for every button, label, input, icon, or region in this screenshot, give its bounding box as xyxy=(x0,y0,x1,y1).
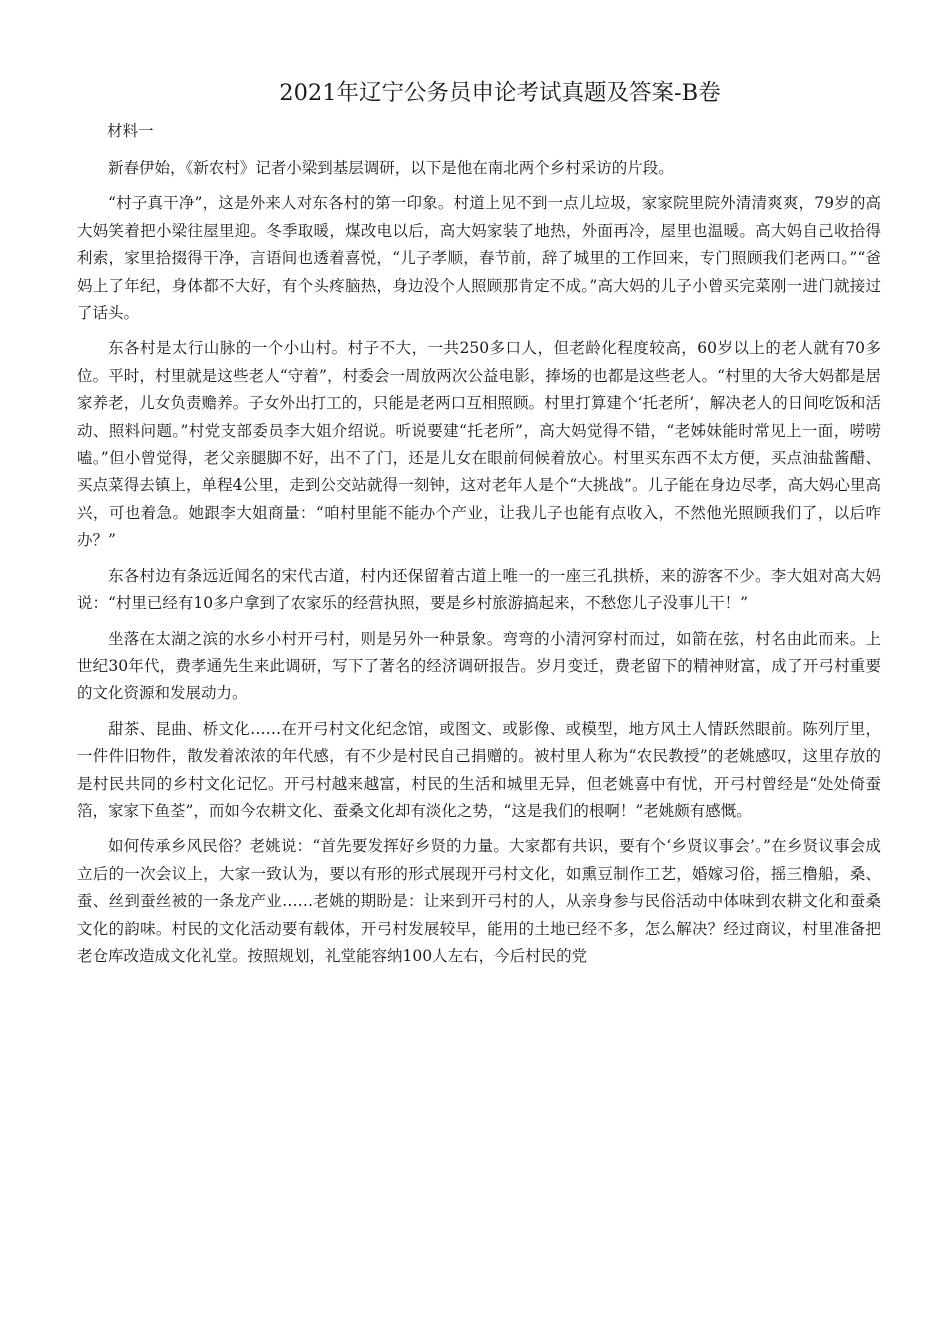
paragraph: “村子真干净”，这是外来人对东各村的第一印象。村道上见不到一点儿垃圾，家家院里院外清清爽爽，79岁的高大妈笑着把小梁往屋里迎。冬季取暖，煤改电以后，高大妈家装了地热，外面再冷，屋里也温暖。高大妈自己收拾得利索，家里拾掇得干净，言语间也透着喜悦，“儿子孝顺，春节前，辞了城里的工作回来，专门照顾我们老两口。”“爸妈上了年纪，身体都不大好，有个头疼脑热，身边没个人照顾那肯定不成。”高大妈的儿子小曾买完菜刚一进门就接过了话头。 xyxy=(77,194,881,323)
section-label: 材料一 xyxy=(107,122,154,140)
paragraph: 新春伊始，《新农村》记者小梁到基层调研，以下是他在南北两个乡村采访的片段。 xyxy=(108,159,674,177)
document-title: 2021年辽宁公务员申论考试真题及答案-B卷 xyxy=(279,80,721,106)
paragraph: 东各村边有条远近闻名的宋代古道，村内还保留着古道上唯一的一座三孔拱桥，来的游客不少。李大姐对高大妈说：“村里已经有10多户拿到了农家乐的经营执照，要是乡村旅游搞起来，不愁您儿子没事儿干！” xyxy=(77,566,881,613)
material-body xyxy=(77,155,881,978)
paragraph: 甜茶、昆曲、桥文化……在开弓村文化纪念馆，或图文、或影像、或模型，地方风土人情跃然眼前。陈列厅里，一件件旧物件，散发着浓浓的年代感，有不少是村民自己捐赠的。被村里人称为“农民教授”的老姚感叹，这里存放的是村民共同的乡村文化记忆。开弓村越来越富，村民的生活和城里无异，但老姚喜中有忧，开弓村曾经是“处处倚蚕箔，家家下鱼荃”，而如今农耕文化、蚕桑文化却有淡化之势，“这是我们的根啊！”老姚颇有感慨。 xyxy=(77,719,881,820)
paragraph: 东各村是太行山脉的一个小山村。村子不大，一共250多口人，但老龄化程度较高，60岁以上的老人就有70多位。平时，村里就是这些老人“守着”，村委会一周放两次公益电影，捧场的也都是这些老人。“村里的大爷大妈都是居家养老，儿女负责赡养。子女外出打工的，只能是老两口互相照顾。村里打算建个‘托老所’，解决老人的日间吃饭和活动、照料问题。”村党支部委员李大姐介绍说。听说要建“托老所”，高大妈觉得不错，“老姊妹能时常见上一面，唠唠嗑。”但小曾觉得，老父亲腿脚不好，出不了门，还是儿女在眼前伺候着放心。村里买东西不太方便，买点油盐酱醋、买点菜得去镇上，单程4公里，走到公交站就得一刻钟，这对老年人是个“大挑战”。儿子能在身边尽孝，高大妈心里高兴，可也着急。她跟李大姐商量：“咱村里能不能办个产业，让我儿子也能有点收入，不然他光照顾我们了，以后咋办？” xyxy=(77,339,881,550)
paragraph: 坐落在太湖之滨的水乡小村开弓村，则是另外一种景象。弯弯的小清河穿村而过，如箭在弦，村名由此而来。上世纪30年代，费孝通先生来此调研，写下了著名的经济调研报告。岁月变迁，费老留下的精神财富，成了开弓村重要的文化资源和发展动力。 xyxy=(77,629,881,703)
paragraph: 如何传承乡风民俗？老姚说：“首先要发挥好乡贤的力量。大家都有共识，要有个‘乡贤议事会’。”在乡贤议事会成立后的一次会议上，大家一致认为，要以有形的形式展现开弓村文化，如熏豆制作工艺，婚嫁习俗，摇三橹船，桑、蚕、丝到蚕丝被的一条龙产业……老姚的期盼是：让来到开弓村的人，从亲身参与民俗活动中体味到农耕文化和蚕桑文化的韵味。村民的文化活动要有载体，开弓村发展较早，能用的土地已经不多，怎么解决？经过商议，村里准备把老仓库改造成文化礼堂。按照规划，礼堂能容纳100人左右，今后村民的党 xyxy=(77,837,881,965)
